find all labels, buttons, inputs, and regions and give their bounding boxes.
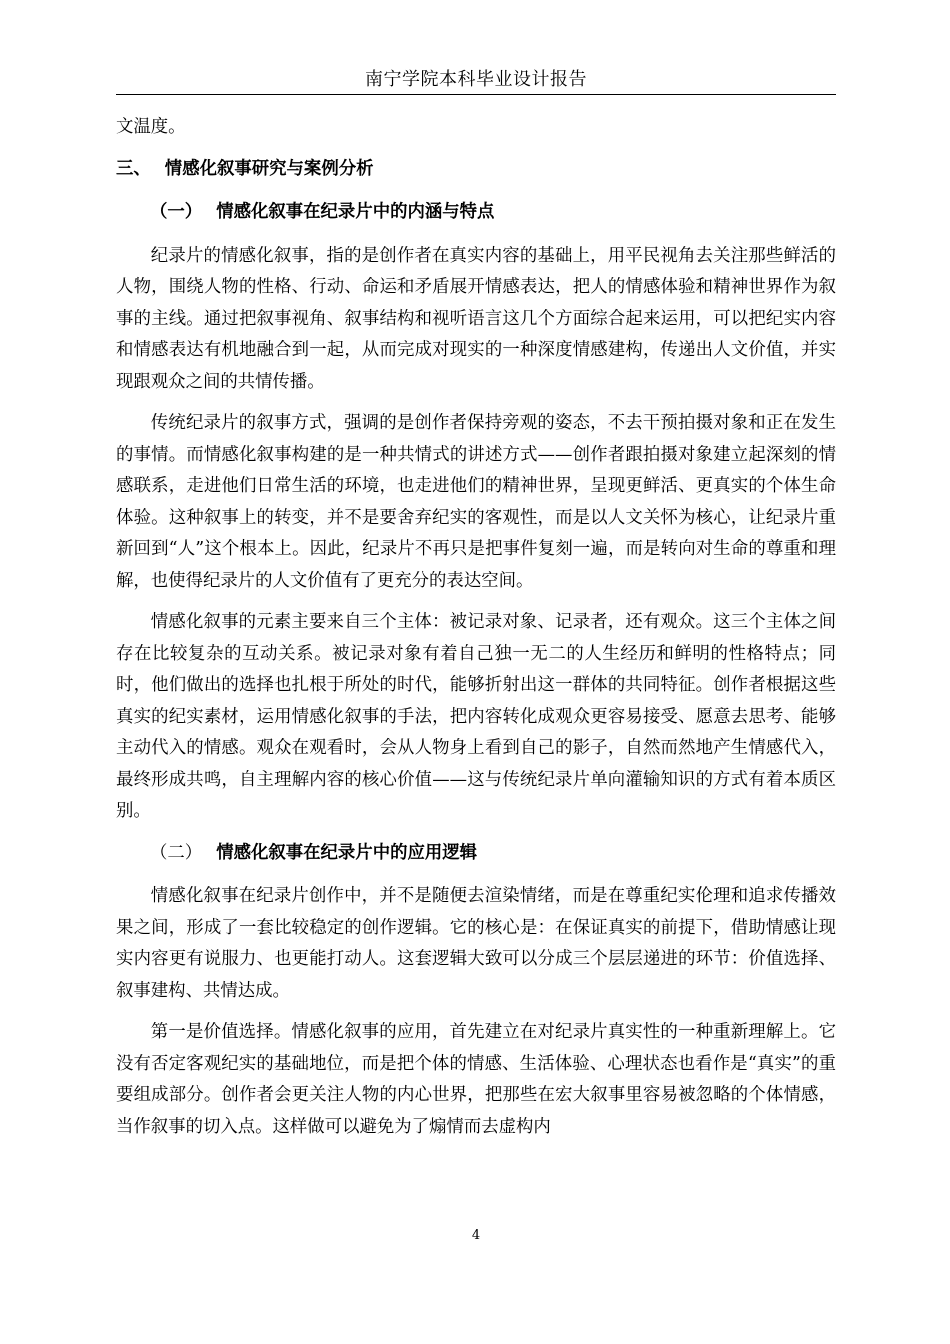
paragraph-5: 第一是价值选择。情感化叙事的应用，首先建立在对纪录片真实性的一种重新理解上。它没有否定客观纪实的基础地位，而是把个体的情感、生活体验、心理状态也看作是“真实”的重要组成部分。创作者会更关注人物的内心世界，把那些在宏大叙事里容易被忽略的个体情感，当作叙事的切入点。这样做可以避免为了煽情而去虚构内: [116, 1022, 836, 1137]
continuation-text: 文温度。: [116, 117, 186, 137]
subsection-title: 情感化叙事在纪录片中的内涵与特点: [216, 202, 495, 222]
paragraph-1: 纪录片的情感化叙事，指的是创作者在真实内容的基础上，用平民视角去关注那些鲜活的人物，围绕人物的性格、行动、命运和矛盾展开情感表达，把人的情感体验和精神世界作为叙事的主线。通过把叙事视角、叙事结构和视听语言这几个方面综合起来运用，可以把纪实内容和情感表达有机地融合到一起，从而完成对现实的一种深度情感建构，传递出人文价值，并实现跟观众之间的共情传播。: [116, 245, 836, 392]
header-rule: [116, 94, 836, 95]
paragraph-3: 情感化叙事的元素主要来自三个主体：被记录对象、记录者，还有观众。这三个主体之间存在比较复杂的互动关系。被记录对象有着自己独一无二的人生经历和鲜明的性格特点；同时，他们做出的选择也扎根于所处的时代，能够折射出这一群体的共同特征。创作者根据这些真实的纪实素材，运用情感化叙事的手法，把内容转化成观众更容易接受、愿意去思考、能够主动代入的情感。观众在观看时，会从人物身上看到自己的影子，自然而然地产生情感代入，最终形成共鸣，自主理解内容的核心价值——这与传统纪录片单向灌输知识的方式有着本质区别。: [116, 612, 836, 821]
subsection-number: （二）: [150, 842, 203, 863]
subsection-heading-2: [150, 838, 836, 870]
paragraph-2: 传统纪录片的叙事方式，强调的是创作者保持旁观的姿态，不去干预拍摄对象和正在发生的事情。而情感化叙事构建的是一种共情式的讲述方式——创作者跟拍摄对象建立起深刻的情感联系，走进他们日常生活的环境，也走进他们的精神世界，呈现更鲜活、更真实的个体生命体验。这种叙事上的转变，并不是要舍弃纪实的客观性，而是以人文关怀为核心，让纪录片重新回到“人”这个根本上。因此，纪录片不再只是把事件复刻一遍，而是转向对生命的尊重和理解，也使得纪录片的人文价值有了更充分的表达空间。: [116, 413, 836, 591]
subsection-number: （一）: [150, 202, 203, 222]
section-number: 三、: [116, 158, 151, 179]
subsection-heading-1: [150, 197, 836, 229]
document-body: [116, 112, 836, 1153]
paragraph-4: 情感化叙事在纪录片创作中，并不是随便去渲染情绪，而是在尊重纪实伦理和追求传播效果之间，形成了一套比较稳定的创作逻辑。它的核心是：在保证真实的前提下，借助情感让现实内容更有说服力、也更能打动人。这套逻辑大致可以分成三个层层递进的环节：价值选择、叙事建构、共情达成。: [116, 886, 836, 1001]
section-title: 情感化叙事研究与案例分析: [164, 158, 374, 179]
subsection-title: 情感化叙事在纪录片中的应用逻辑: [216, 842, 478, 863]
section-heading-3: [116, 154, 836, 186]
page-number: 4: [471, 1228, 481, 1243]
page-header: 南宁学院本科毕业设计报告: [365, 69, 587, 90]
